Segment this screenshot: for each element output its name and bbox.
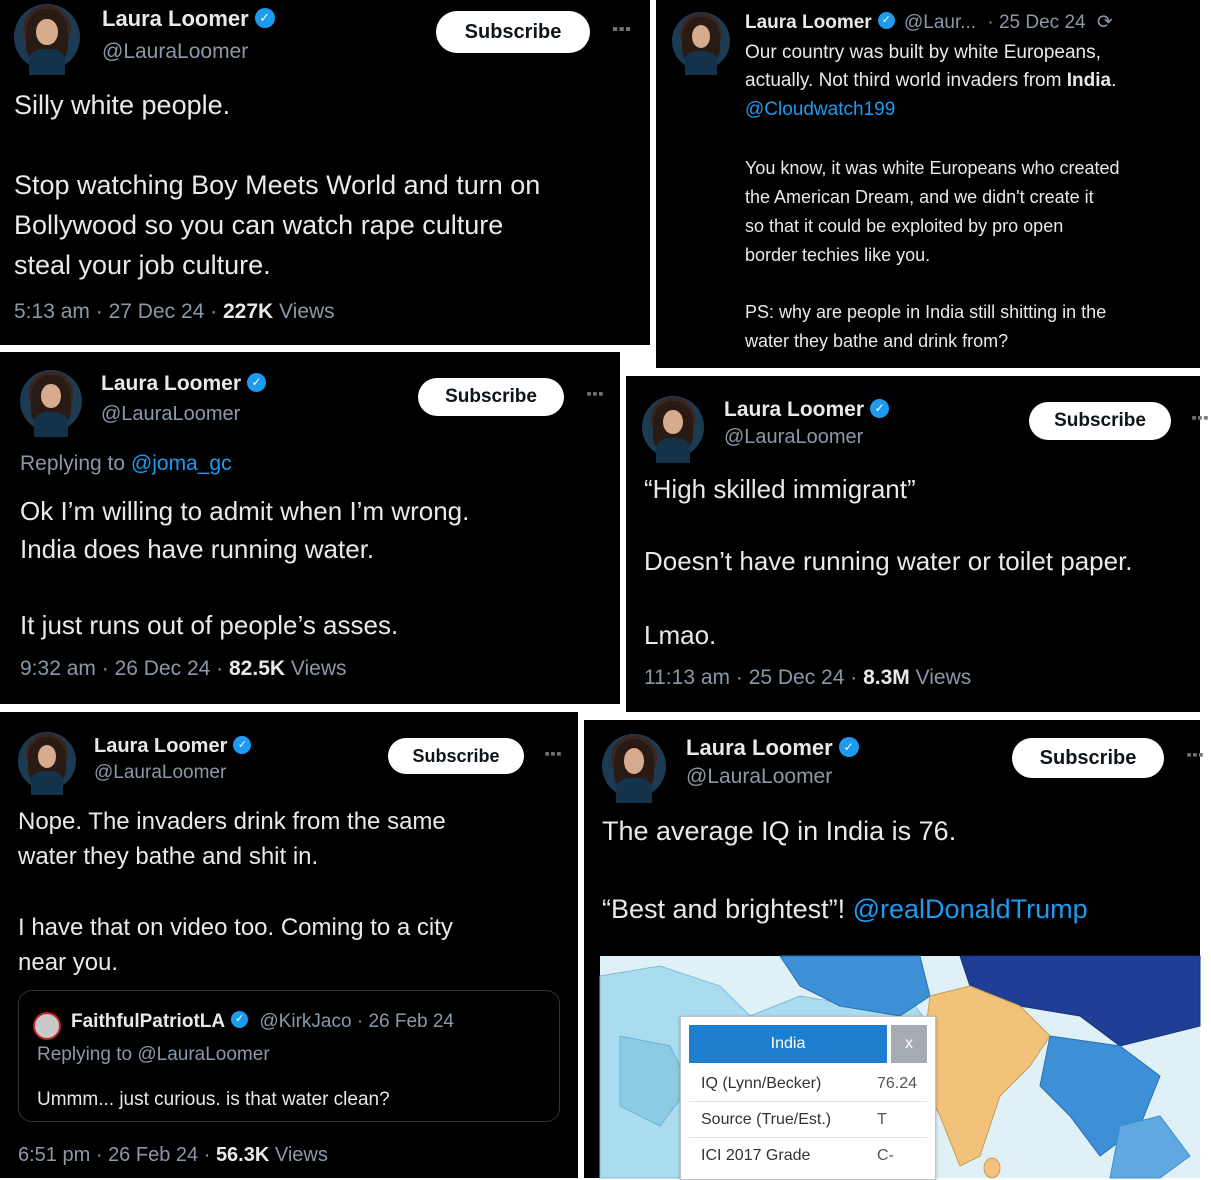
- author-name[interactable]: Laura Loomer ✓: [102, 6, 275, 32]
- view-count: 56.3K: [215, 1144, 270, 1166]
- popup-close-button[interactable]: x: [891, 1025, 927, 1063]
- author-name[interactable]: Laura Loomer ✓ @Laur... · 25 Dec 24 ⟳: [745, 12, 1113, 33]
- more-options-icon[interactable]: ⋮: [1183, 745, 1205, 764]
- tweet-text-line: so that it could be exploited by pro open: [745, 216, 1064, 236]
- replying-to: Replying to @joma_gc: [20, 452, 232, 475]
- tweet-text-line: PS: why are people in India still shitting in the: [745, 302, 1107, 322]
- view-count: 8.3M: [863, 666, 910, 689]
- author-handle[interactable]: @LauraLoomer: [686, 765, 833, 788]
- tweet-meta: 6:51 pm · 26 Feb 24 · 56.3K Views: [18, 1144, 328, 1166]
- verified-badge-icon: ✓: [231, 1011, 248, 1028]
- avatar[interactable]: [602, 734, 666, 798]
- tweet-text-line: the American Dream, and we didn't create it: [745, 187, 1094, 207]
- verified-badge-icon: ✓: [233, 736, 251, 754]
- tweet-text-line: water they bathe and drink from?: [745, 331, 1009, 351]
- subscribe-button[interactable]: Subscribe: [1012, 738, 1164, 778]
- tweet-meta: 5:13 am · 27 Dec 24 · 227K Views: [14, 300, 335, 323]
- tweet-text-line: You know, it was white Europeans who created: [745, 158, 1120, 178]
- tweet-time[interactable]: 9:32 am: [20, 657, 96, 680]
- verified-badge-icon: ✓: [255, 8, 275, 28]
- tweet-card-high-skilled-immigrant: [626, 376, 1210, 712]
- tweet-card-invaders-drink: [0, 712, 578, 1178]
- author-handle[interactable]: @LauraLoomer: [101, 403, 241, 425]
- tweet-text-line: “Best and brightest”! @realDonaldTrump: [602, 894, 1088, 924]
- popup-row-label: IQ (Lynn/Becker): [701, 1075, 822, 1092]
- tweet-card-white-europeans: [656, 0, 1200, 368]
- tweet-meta: 9:32 am · 26 Dec 24 · 82.5K Views: [20, 657, 347, 680]
- more-options-icon[interactable]: ⋮: [609, 18, 634, 39]
- popup-row-value: 76.24: [877, 1075, 918, 1092]
- avatar[interactable]: [20, 370, 82, 432]
- tweet-text-line: Bollywood so you can watch rape culture: [14, 210, 504, 240]
- tweet-text-line: It just runs out of people’s asses.: [20, 610, 399, 640]
- popup-row: [689, 1105, 927, 1138]
- author-handle[interactable]: @Laur...: [903, 12, 977, 33]
- quoted-author-avatar: [33, 1012, 61, 1040]
- popup-header: India: [689, 1025, 887, 1063]
- edited-icon: ⟳: [1096, 12, 1113, 33]
- tweet-time[interactable]: 11:13 am: [644, 666, 730, 689]
- author-handle[interactable]: @LauraLoomer: [724, 426, 864, 448]
- quoted-tweet[interactable]: [18, 990, 560, 1122]
- tweet-card-running-water: [0, 352, 620, 704]
- tweet-text-line: Doesn’t have running water or toilet paper.: [644, 546, 1133, 576]
- verified-badge-icon: ✓: [870, 399, 889, 418]
- author-name[interactable]: Laura Loomer ✓: [686, 735, 859, 761]
- avatar[interactable]: [642, 396, 704, 458]
- tweet-text-line: near you.: [18, 949, 119, 976]
- tweet-text-line: Lmao.: [644, 620, 717, 650]
- quoted-tweet-text: Ummm... just curious. is that water clean?: [37, 1089, 390, 1110]
- verified-badge-icon: ✓: [878, 12, 895, 29]
- verified-badge-icon: ✓: [839, 737, 859, 757]
- tweet-text-line: Silly white people.: [14, 90, 231, 120]
- verified-badge-icon: ✓: [247, 373, 266, 392]
- author-handle[interactable]: @LauraLoomer: [102, 40, 249, 63]
- popup-row-value: C-: [877, 1147, 894, 1164]
- tweet-card-silly-white-people: [0, 0, 650, 345]
- tweet-text-line: India does have running water.: [20, 534, 375, 564]
- more-options-icon[interactable]: ⋮: [541, 744, 563, 763]
- tweet-text-line: Stop watching Boy Meets World and turn on: [14, 170, 541, 200]
- popup-row-label: ICI 2017 Grade: [701, 1147, 811, 1164]
- iq-world-map-image[interactable]: [600, 956, 1200, 1178]
- tweet-text-line: steal your job culture.: [14, 250, 271, 280]
- tweet-date[interactable]: 26 Feb 24: [108, 1144, 199, 1166]
- tweet-text-line: Our country was built by white Europeans,: [745, 42, 1101, 63]
- popup-row: [689, 1141, 927, 1173]
- tweet-date[interactable]: 27 Dec 24: [108, 300, 205, 323]
- avatar[interactable]: [672, 12, 730, 70]
- tweet-text-line: I have that on video too. Coming to a city: [18, 914, 453, 941]
- popup-row-value: T: [877, 1111, 887, 1128]
- author-name[interactable]: Laura Loomer ✓: [94, 735, 251, 758]
- mention-link[interactable]: @Cloudwatch199: [745, 99, 896, 120]
- subscribe-button[interactable]: Subscribe: [1029, 402, 1171, 440]
- view-count: 82.5K: [229, 657, 286, 680]
- author-handle[interactable]: @LauraLoomer: [94, 762, 227, 783]
- tweet-meta: 11:13 am · 25 Dec 24 · 8.3M Views: [644, 666, 972, 689]
- subscribe-button[interactable]: Subscribe: [418, 378, 564, 416]
- tweet-text-line: Ok I’m willing to admit when I’m wrong.: [20, 496, 470, 526]
- tweet-text-line: border techies like you.: [745, 245, 931, 265]
- author-name[interactable]: Laura Loomer ✓: [101, 372, 266, 396]
- tweet-date[interactable]: 25 Dec 24: [748, 666, 845, 689]
- tweet-text-line: water they bathe and shit in.: [18, 843, 319, 870]
- tweet-text-line: actually. Not third world invaders from India.: [745, 70, 1117, 91]
- subscribe-button[interactable]: Subscribe: [436, 11, 590, 53]
- tweet-text-line: “High skilled immigrant”: [644, 474, 916, 504]
- view-count: 227K: [223, 300, 274, 323]
- tweet-text-line: Nope. The invaders drink from the same: [18, 808, 446, 835]
- mention-link[interactable]: @joma_gc: [130, 452, 232, 475]
- tweet-text-line: The average IQ in India is 76.: [602, 816, 957, 846]
- author-name[interactable]: Laura Loomer ✓: [724, 398, 889, 422]
- mention-link[interactable]: @realDonaldTrump: [852, 894, 1088, 924]
- tweet-card-average-iq: [584, 720, 1205, 1178]
- tweet-time[interactable]: 6:51 pm: [18, 1144, 91, 1166]
- tweet-date[interactable]: 26 Dec 24: [114, 657, 211, 680]
- popup-row-label: Source (True/Est.): [701, 1111, 832, 1128]
- tweet-date[interactable]: · 25 Dec 24: [987, 12, 1086, 33]
- more-options-icon[interactable]: ⋮: [583, 384, 605, 403]
- quoted-author-name: FaithfulPatriotLA ✓ @KirkJaco · 26 Feb 24: [71, 1011, 455, 1032]
- more-options-icon[interactable]: ⋮: [1188, 408, 1210, 427]
- tweet-time[interactable]: 5:13 am: [14, 300, 90, 323]
- avatar[interactable]: [18, 732, 76, 790]
- subscribe-button[interactable]: Subscribe: [388, 738, 524, 774]
- popup-row: [689, 1069, 927, 1102]
- avatar[interactable]: [14, 4, 80, 70]
- replying-to: Replying to @LauraLoomer: [37, 1044, 270, 1065]
- map-info-popup: [680, 1016, 936, 1180]
